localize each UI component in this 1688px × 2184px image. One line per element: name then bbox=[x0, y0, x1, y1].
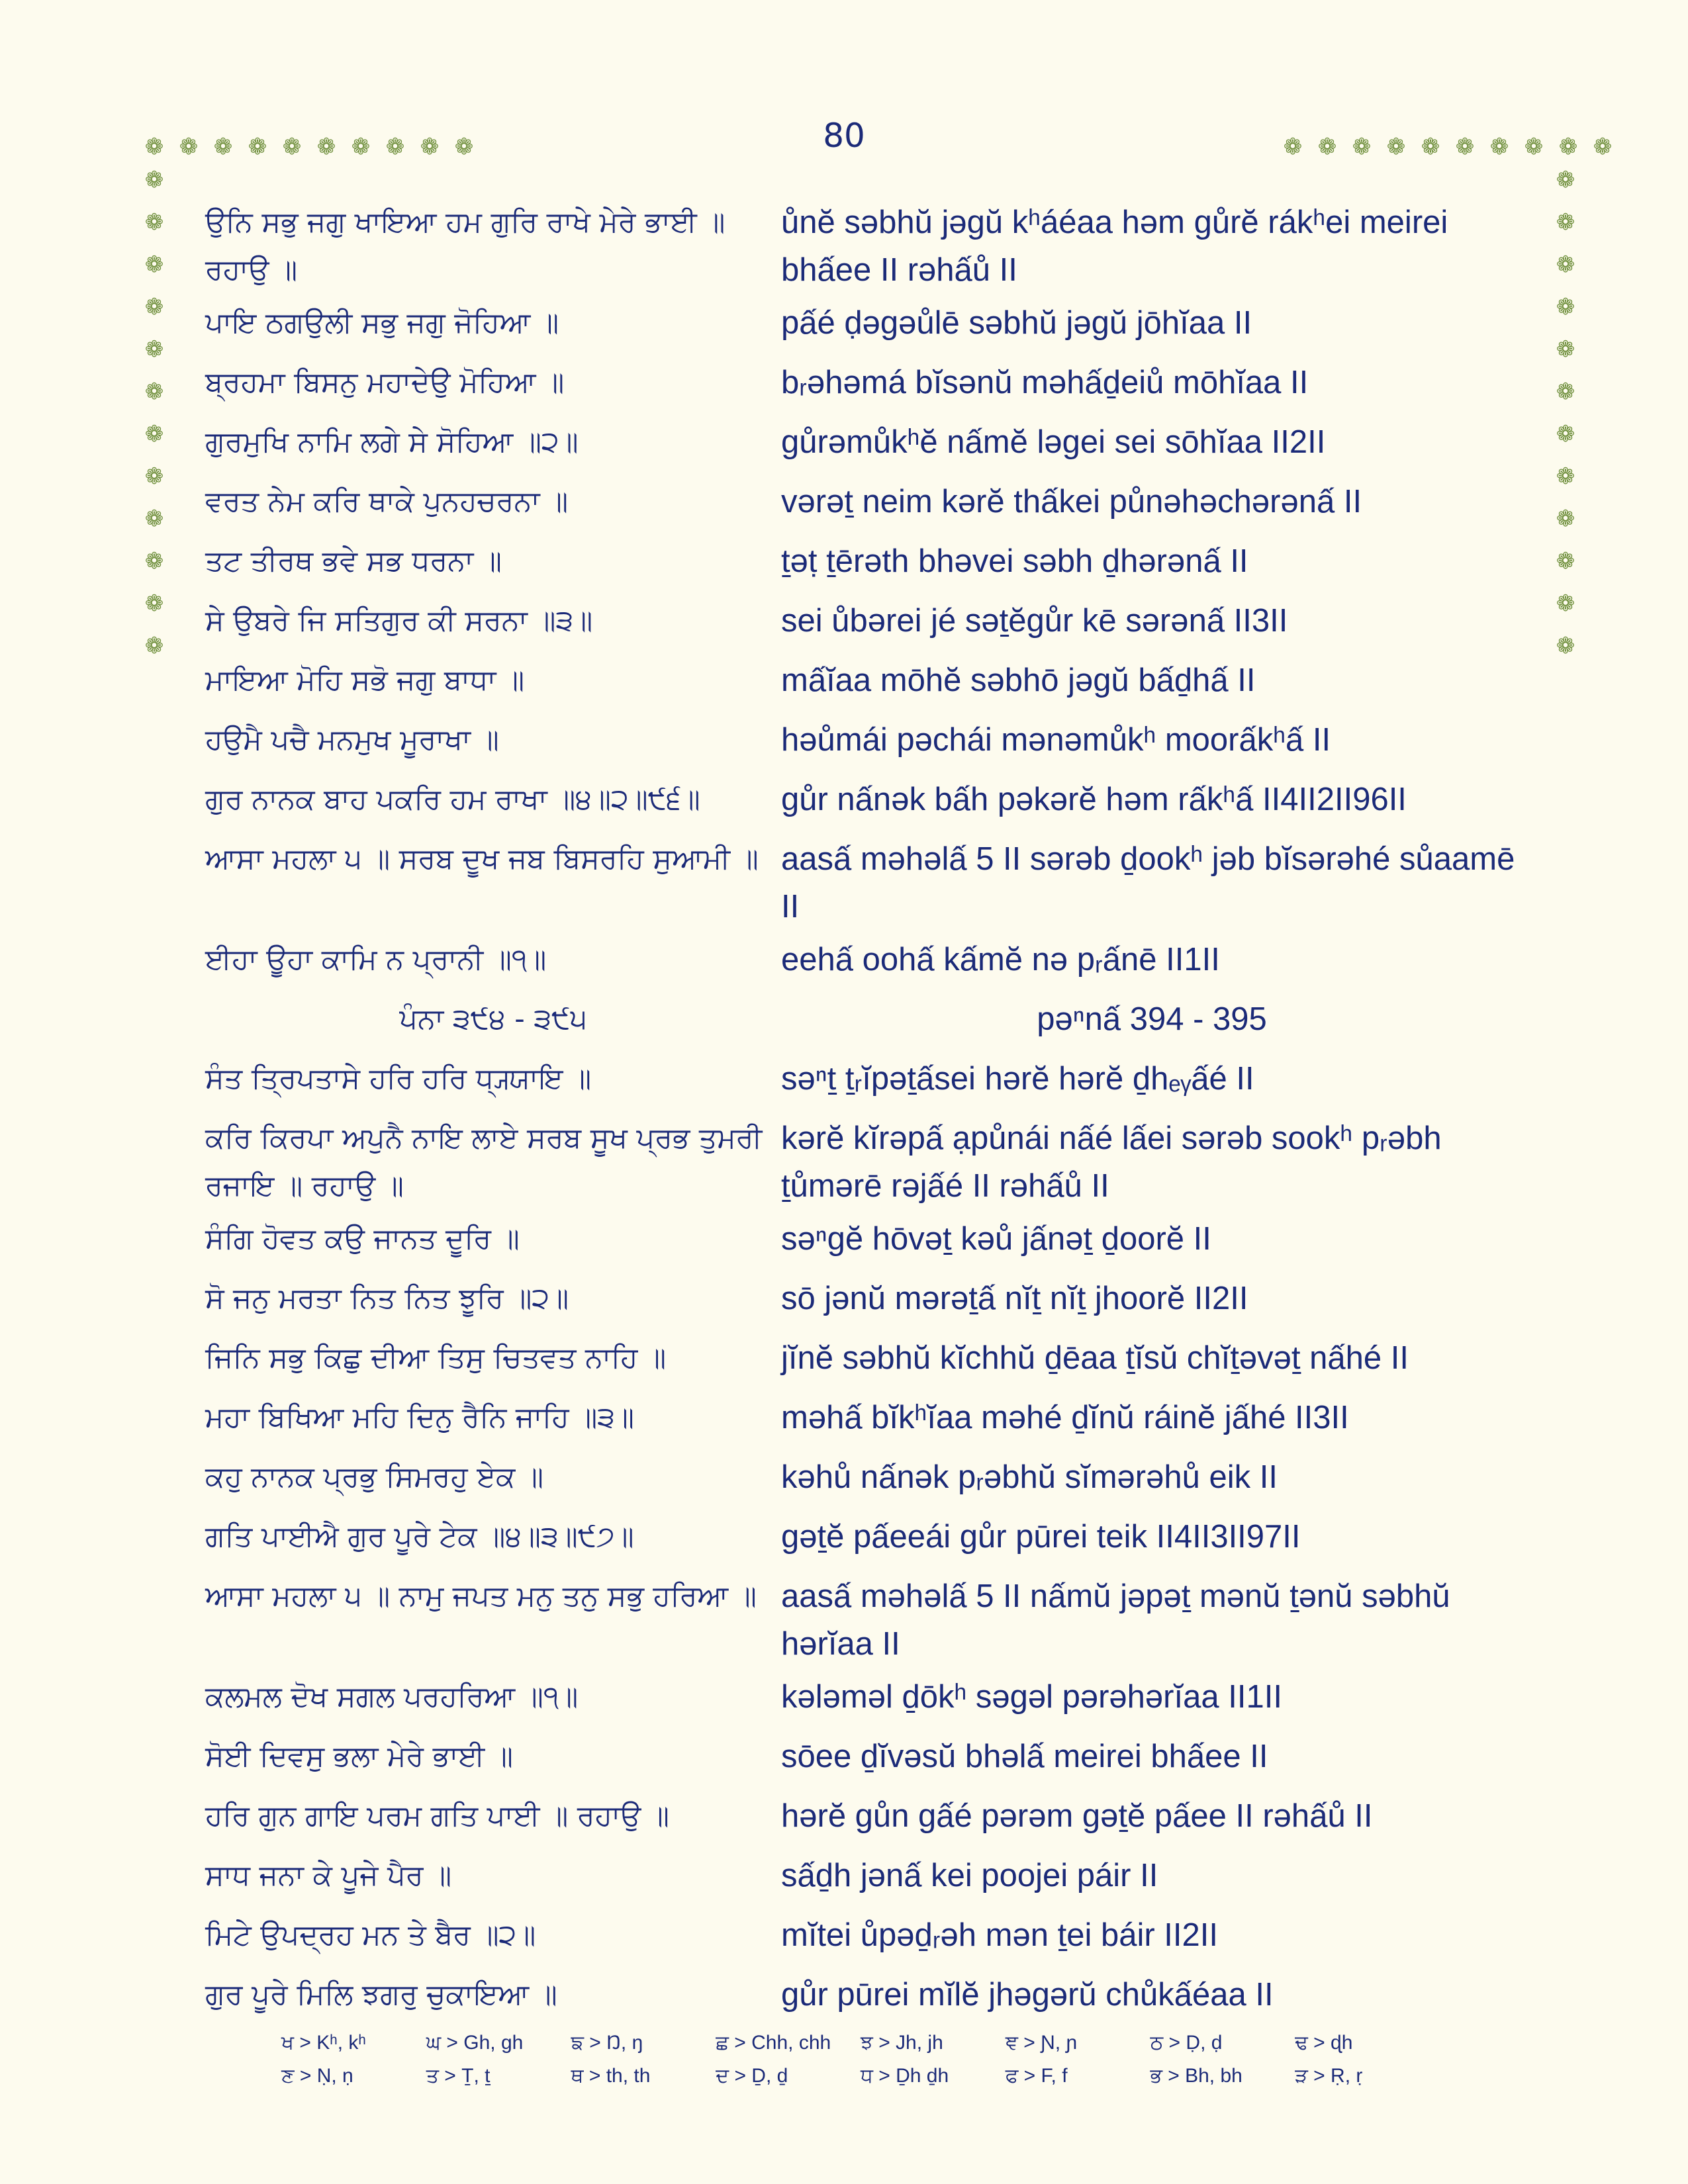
flower-icon: ❁ bbox=[1386, 134, 1406, 160]
legend-item: ਖ > Kʰ, kʰ bbox=[281, 2032, 366, 2054]
flower-icon: ❁ bbox=[1556, 506, 1575, 532]
flower-icon: ❁ bbox=[144, 590, 164, 617]
legend-item: ੜ > Ṛ, ṛ bbox=[1295, 2065, 1363, 2087]
flower-icon: ❁ bbox=[144, 421, 164, 447]
verse-line bbox=[205, 1792, 1529, 1852]
transliteration-text: gəṯĕ pấeeái gůr pūrei teik II4II3II97II bbox=[781, 1519, 1301, 1555]
legend-item: ਣ > Ṇ, ṇ bbox=[281, 2065, 353, 2087]
verse-line bbox=[205, 835, 1529, 936]
flower-icon: ❁ bbox=[282, 134, 302, 160]
transliteration-text: ůnĕ səbhŭ jəgŭ kʰáéaa həm gůrĕ rákʰei meirei bhấee II rəhấů II bbox=[781, 205, 1448, 288]
legend-item: ਦ > Ḏ, ḏ bbox=[716, 2065, 788, 2087]
gurmukhi-text: ਹਉਮੈ ਪਚੈ ਮਨਮੁਖ ਮੂਰਾਖਾ ॥ bbox=[205, 723, 499, 756]
verse-line bbox=[205, 1852, 1529, 1911]
page-number: 80 bbox=[823, 116, 865, 155]
flower-icon: ❁ bbox=[1556, 251, 1575, 278]
flower-icon: ❁ bbox=[144, 379, 164, 405]
flower-icon: ❁ bbox=[316, 134, 336, 160]
legend-item: ਢ > ɖh bbox=[1295, 2032, 1353, 2054]
legend-item: ਤ > Ṯ, ṯ bbox=[426, 2065, 491, 2087]
flower-icon: ❁ bbox=[144, 134, 164, 160]
gurmukhi-text: ਮਾਇਆ ਮੋਹਿ ਸਭੋ ਜਗੁ ਬਾਧਾ ॥ bbox=[205, 664, 525, 697]
gurmukhi-text: ਮਿਟੇ ਉਪਦ੍ਰਹ ਮਨ ਤੇ ਬੈਰ ॥੨॥ bbox=[205, 1919, 536, 1952]
gurmukhi-text: ਗੁਰ ਨਾਨਕ ਬਾਹ ਪਕਰਿ ਹਮ ਰਾਖਾ ॥੪॥੨॥੯੬॥ bbox=[205, 783, 700, 816]
gurmukhi-text: ਗੁਰਮੁਖਿ ਨਾਮਿ ਲਗੇ ਸੇ ਸੋਹਿਆ ॥੨॥ bbox=[205, 426, 579, 459]
verse-line bbox=[205, 776, 1529, 835]
verse-line bbox=[205, 936, 1529, 995]
legend-row bbox=[281, 2032, 1440, 2065]
gurmukhi-text: ਪਾਇ ਠਗਉਲੀ ਸਭੁ ਜਗੁ ਜੋਹਿਆ ॥ bbox=[205, 306, 559, 340]
verse-line bbox=[205, 537, 1529, 597]
transliteration-text: səⁿgĕ hōvəṯ kəů jấnəṯ ḏoorĕ II bbox=[781, 1221, 1211, 1257]
verse-line bbox=[205, 299, 1529, 359]
flower-icon: ❁ bbox=[420, 134, 440, 160]
transliteration-text: mĭtei ůpəḏᵣəh mən ṯei báir II2II bbox=[781, 1917, 1218, 1953]
gurmukhi-text: ਆਸਾ ਮਹਲਾ ੫ ॥ ਸਰਬ ਦੂਖ ਜਬ ਬਿਸਰਹਿ ਸੁਆਮੀ ॥ bbox=[205, 842, 759, 876]
flower-icon: ❁ bbox=[144, 463, 164, 490]
verse-line bbox=[205, 1055, 1529, 1115]
flower-icon: ❁ bbox=[454, 134, 474, 160]
verse-line bbox=[205, 1673, 1529, 1733]
flower-icon: ❁ bbox=[144, 633, 164, 659]
flower-icon: ❁ bbox=[213, 134, 233, 160]
gurmukhi-text: ਉਨਿ ਸਭੁ ਜਗੁ ਖਾਇਆ ਹਮ ਗੁਰਿ ਰਾਖੇ ਮੇਰੇ ਭਾਈ ॥ ਰਹਾਉ ॥ bbox=[205, 206, 726, 287]
verse-list bbox=[205, 199, 1529, 2030]
flower-icon: ❁ bbox=[144, 251, 164, 278]
flower-icon: ❁ bbox=[1556, 294, 1575, 320]
gurmukhi-text: ਗਤਿ ਪਾਈਐ ਗੁਰ ਪੂਰੇ ਟੇਕ ॥੪॥੩॥੯੭॥ bbox=[205, 1520, 634, 1553]
transliteration-text: sō jənŭ mərəṯấ nĭṯ nĭṯ jhoorĕ II2II bbox=[781, 1281, 1248, 1316]
flower-icon: ❁ bbox=[1593, 134, 1613, 160]
flower-icon: ❁ bbox=[179, 134, 199, 160]
gurmukhi-text: ਸਾਧ ਜਨਾ ਕੇ ਪੂਜੇ ਪੈਰ ॥ bbox=[205, 1859, 452, 1892]
transliteration-text: hərĕ gůn gấé pərəm gəṯĕ pấee II rəhấů II bbox=[781, 1798, 1373, 1834]
ornament-top-right bbox=[1281, 136, 1625, 159]
flower-icon: ❁ bbox=[144, 167, 164, 193]
legend-item: ਭ > Bh, bh bbox=[1150, 2065, 1243, 2087]
flower-icon: ❁ bbox=[351, 134, 371, 160]
flower-icon: ❁ bbox=[385, 134, 405, 160]
gurmukhi-text: ਆਸਾ ਮਹਲਾ ੫ ॥ ਨਾਮੁ ਜਪਤ ਮਨੁ ਤਨੁ ਸਭੁ ਹਰਿਆ ॥ bbox=[205, 1580, 757, 1613]
transliteration-text: gůr nấnək bấh pəkərĕ həm rấkʰấ II4II2II96II bbox=[781, 782, 1407, 817]
verse-line bbox=[205, 418, 1529, 478]
verse-line bbox=[205, 1513, 1529, 1572]
transliteration-legend bbox=[281, 2032, 1440, 2098]
ornament-top-left bbox=[142, 136, 487, 159]
legend-item: ਫ > F, f bbox=[1005, 2065, 1068, 2087]
verse-line bbox=[205, 657, 1529, 716]
legend-item: ਛ > Chh, chh bbox=[716, 2032, 831, 2054]
transliteration-text: kələməl ḏōkʰ səgəl pərəhərĭaa II1II bbox=[781, 1679, 1282, 1715]
transliteration-text: sōee ḏĭvəsŭ bhəlấ meirei bhấee II bbox=[781, 1739, 1268, 1774]
transliteration-text: bᵣəhəmá bĭsənŭ məhấḏeiů mōhĭaa II bbox=[781, 365, 1309, 400]
flower-icon: ❁ bbox=[144, 336, 164, 363]
verse-line bbox=[205, 1971, 1529, 2030]
gurmukhi-text: ਤਟ ਤੀਰਥ ਭਵੇ ਸਭ ਧਰਨਾ ॥ bbox=[205, 545, 502, 578]
gurmukhi-text: ਸੇ ਉਬਰੇ ਜਿ ਸਤਿਗੁਰ ਕੀ ਸਰਨਾ ॥੩॥ bbox=[205, 604, 593, 637]
transliteration-text: həůmái pəchái mənəmůkʰ moorấkʰấ II bbox=[781, 722, 1331, 758]
gurmukhi-text: ਸੰਗਿ ਹੋਵਤ ਕਉ ਜਾਨਤ ਦੂਰਿ ॥ bbox=[205, 1222, 520, 1255]
verse-line bbox=[205, 1334, 1529, 1394]
gurmukhi-text: ਈਹਾ ਊਹਾ ਕਾਮਿ ਨ ਪ੍ਰਾਨੀ ॥੧॥ bbox=[205, 943, 547, 976]
gurmukhi-text: ਸੰਤ ਤ੍ਰਿਪਤਾਸੇ ਹਰਿ ਹਰਿ ਧ੍ਯ੍ਯਾਇ ॥ bbox=[205, 1062, 592, 1095]
transliteration-text: sei ůbərei jé səṯĕgůr kē sərənấ II3II bbox=[781, 603, 1288, 639]
gurmukhi-text: ਸੋਈ ਦਿਵਸੁ ਭਲਾ ਮੇਰੇ ਭਾਈ ॥ bbox=[205, 1740, 513, 1773]
flower-icon: ❁ bbox=[1556, 548, 1575, 574]
flower-icon: ❁ bbox=[1489, 134, 1509, 160]
gurmukhi-text: ਵਰਤ ਨੇਮ ਕਰਿ ਥਾਕੇ ਪੁਨਹਚਰਨਾ ॥ bbox=[205, 485, 569, 518]
verse-line bbox=[205, 1215, 1529, 1275]
flower-icon: ❁ bbox=[1283, 134, 1303, 160]
verse-line bbox=[205, 1572, 1529, 1673]
verse-line bbox=[205, 478, 1529, 537]
transliteration-text: gůr pūrei mĭlĕ jhəgərŭ chůkấéaa II bbox=[781, 1977, 1274, 2013]
flower-icon: ❁ bbox=[1556, 167, 1575, 193]
transliteration-text: mấĭaa mōhĕ səbhō jəgŭ bấḏhấ II bbox=[781, 662, 1256, 698]
transliteration-text: vərəṯ neim kərĕ thấkei půnəhəchərənấ II bbox=[781, 484, 1362, 520]
gurmukhi-text: ਗੁਰ ਪੂਰੇ ਮਿਲਿ ਝਗਰੁ ਚੁਕਾਇਆ ॥ bbox=[205, 1978, 557, 2011]
transliteration-text: gůrəmůkʰĕ nấmĕ ləgei sei sōhĭaa II2II bbox=[781, 424, 1326, 460]
flower-icon: ❁ bbox=[144, 506, 164, 532]
verse-line bbox=[205, 716, 1529, 776]
flower-icon: ❁ bbox=[1455, 134, 1475, 160]
gurmukhi-text: ਸੋ ਜਨੁ ਮਰਤਾ ਨਿਤ ਨਿਤ ਝੂਰਿ ॥੨॥ bbox=[205, 1282, 569, 1315]
legend-item: ਝ > Jh, jh bbox=[861, 2032, 943, 2054]
ornament-right bbox=[1554, 169, 1577, 677]
gurmukhi-text: ਮਹਾ ਬਿਖਿਆ ਮਹਿ ਦਿਨੁ ਰੈਨਿ ਜਾਹਿ ॥੩॥ bbox=[205, 1401, 635, 1434]
verse-line bbox=[205, 359, 1529, 418]
page-range-heading bbox=[205, 995, 1529, 1055]
transliteration-text: aasấ məhəlấ 5 II nấmŭ jəpəṯ mənŭ ṯənŭ səbhŭ hərĭaa II bbox=[781, 1578, 1450, 1662]
gurmukhi-text: ਕਲਮਲ ਦੋਖ ਸਗਲ ਪਰਹਰਿਆ ॥੧॥ bbox=[205, 1680, 579, 1713]
flower-icon: ❁ bbox=[1558, 134, 1578, 160]
flower-icon: ❁ bbox=[1556, 379, 1575, 405]
flower-icon: ❁ bbox=[144, 294, 164, 320]
flower-icon: ❁ bbox=[1556, 633, 1575, 659]
verse-line bbox=[205, 1394, 1529, 1453]
gurmukhi-text: ਬ੍ਰਹਮਾ ਬਿਸਨੁ ਮਹਾਦੇਉ ਮੋਹਿਆ ॥ bbox=[205, 366, 565, 399]
flower-icon: ❁ bbox=[144, 548, 164, 574]
flower-icon: ❁ bbox=[1556, 209, 1575, 236]
legend-item: ਘ > Gh, gh bbox=[426, 2032, 524, 2054]
legend-item: ਥ > th, th bbox=[571, 2065, 651, 2087]
gurmukhi-text: ਹਰਿ ਗੁਨ ਗਾਇ ਪਰਮ ਗਤਿ ਪਾਈ ॥ ਰਹਾਉ ॥ bbox=[205, 1799, 669, 1833]
transliteration-text: səⁿṯ ṯᵣĭpəṯấsei hərĕ hərĕ ḏhₑᵧấé II bbox=[781, 1061, 1254, 1097]
flower-icon: ❁ bbox=[1352, 134, 1372, 160]
legend-row bbox=[281, 2065, 1440, 2098]
transliteration-text: kəhů nấnək pᵣəbhŭ sĭmərəhů eik II bbox=[781, 1459, 1278, 1495]
flower-icon: ❁ bbox=[1556, 421, 1575, 447]
transliteration-text: pəⁿnấ 394 - 395 bbox=[1037, 1001, 1267, 1037]
transliteration-text: aasấ məhəlấ 5 II sərəb ḏookʰ jəb bĭsərəhé sůaamē II bbox=[781, 841, 1515, 925]
verse-line bbox=[205, 1115, 1529, 1215]
transliteration-text: eehấ oohấ kấmĕ nə pᵣấnē II1II bbox=[781, 942, 1220, 978]
legend-item: ਠ > Ḍ, ḍ bbox=[1150, 2032, 1223, 2054]
verse-line bbox=[205, 199, 1529, 299]
flower-icon: ❁ bbox=[248, 134, 267, 160]
gurmukhi-text: ਕਹੁ ਨਾਨਕ ਪ੍ਰਭੁ ਸਿਮਰਹੁ ਏਕ ॥ bbox=[205, 1461, 543, 1494]
flower-icon: ❁ bbox=[1524, 134, 1544, 160]
verse-line bbox=[205, 1733, 1529, 1792]
verse-line bbox=[205, 597, 1529, 657]
legend-item: ਧ > Ḏh ḏh bbox=[861, 2065, 949, 2087]
flower-icon: ❁ bbox=[1556, 463, 1575, 490]
gurmukhi-text: ਜਿਨਿ ਸਭੁ ਕਿਛੁ ਦੀਆ ਤਿਸੁ ਚਿਤਵਤ ਨਾਹਿ ॥ bbox=[205, 1342, 667, 1375]
verse-line bbox=[205, 1453, 1529, 1513]
flower-icon: ❁ bbox=[1556, 590, 1575, 617]
transliteration-text: məhấ bĭkʰĭaa məhé ḏĭnŭ ráinĕ jấhé II3II bbox=[781, 1400, 1349, 1435]
transliteration-text: jĭnĕ səbhŭ kĭchhŭ ḏēaa ṯĭsŭ chĭṯəvəṯ nấhé II bbox=[781, 1340, 1409, 1376]
transliteration-text: ṯəṭ ṯērəth bhəvei səbh ḏhərənấ II bbox=[781, 543, 1248, 579]
transliteration-text: kərĕ kĭrəpấ ạpůnái nấé lấei sərəb sookʰ pᵣəbh ṯůmərē rəjấé II rəhấů II bbox=[781, 1120, 1442, 1204]
flower-icon: ❁ bbox=[1317, 134, 1337, 160]
flower-icon: ❁ bbox=[1421, 134, 1440, 160]
legend-item: ਙ > Ŋ, ŋ bbox=[571, 2032, 643, 2054]
verse-line bbox=[205, 1275, 1529, 1334]
transliteration-text: sấḏh jənấ kei poojei páir II bbox=[781, 1858, 1158, 1893]
transliteration-text: pấé ḍəgəůlē səbhŭ jəgŭ jōhĭaa II bbox=[781, 305, 1252, 341]
flower-icon: ❁ bbox=[1556, 336, 1575, 363]
legend-item: ਞ > Ɲ, ɲ bbox=[1005, 2032, 1078, 2054]
verse-line bbox=[205, 1911, 1529, 1971]
flower-icon: ❁ bbox=[144, 209, 164, 236]
gurmukhi-text: ਕਰਿ ਕਿਰਪਾ ਅਪੁਨੈ ਨਾਇ ਲਾਏ ਸਰਬ ਸੂਖ ਪ੍ਰਭ ਤੁਮਰੀ ਰਜਾਇ ॥ ਰਹਾਉ ॥ bbox=[205, 1122, 763, 1203]
ornament-left bbox=[142, 169, 166, 677]
gurmukhi-text: ਪੰਨਾ ੩੯੪ - ੩੯੫ bbox=[399, 1003, 587, 1036]
